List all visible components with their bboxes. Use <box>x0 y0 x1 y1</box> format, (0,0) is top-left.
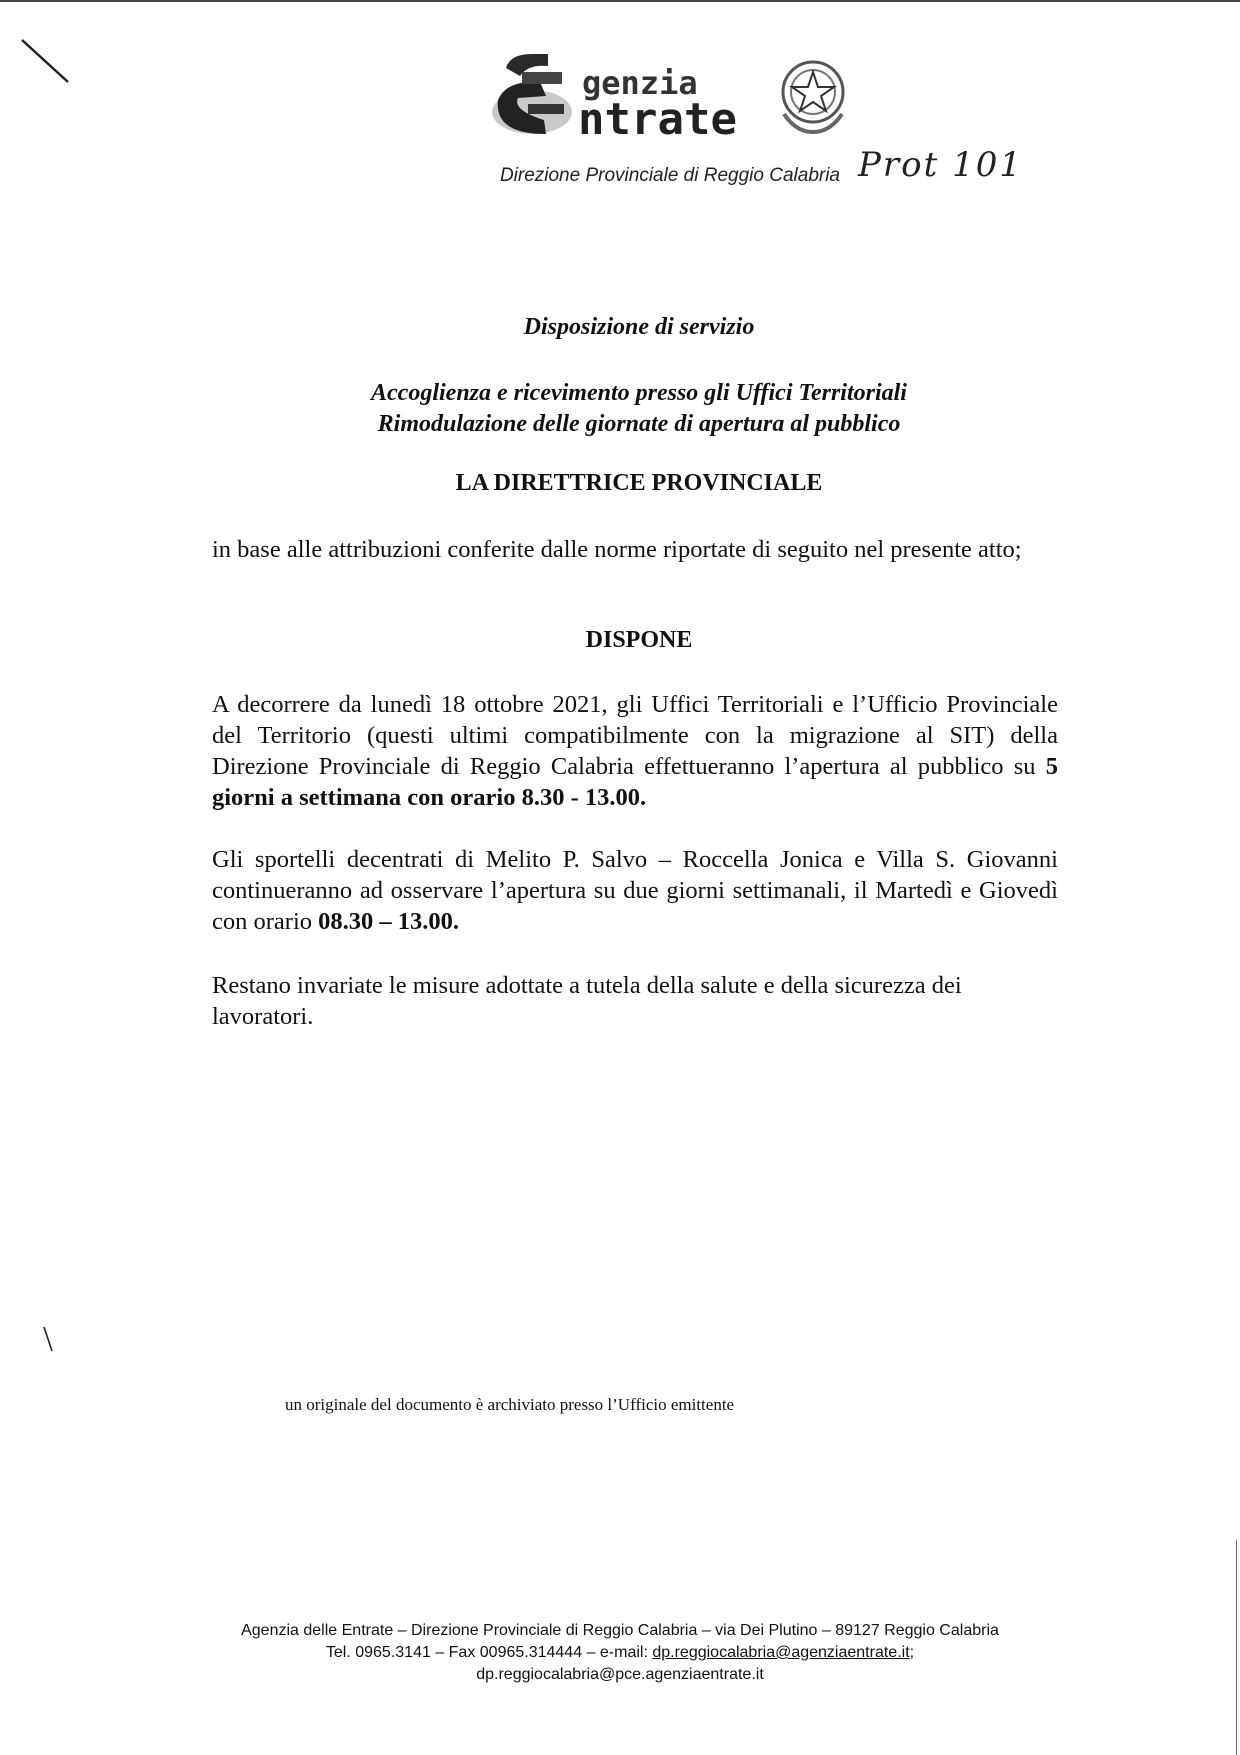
scan-stroke-mark-2 <box>40 1325 60 1355</box>
logo-text-ntrate: ntrate <box>578 94 737 145</box>
archive-note: un originale del documento è archiviato presso l’Ufficio emittente <box>285 1395 735 1414</box>
footer-phone-line <box>150 1642 1090 1664</box>
subtitle-line-2: Rimodulazione delle giornate di apertura al pubblico <box>377 411 901 437</box>
paragraph-2-bold: 08.30 – 13.00. <box>318 908 459 935</box>
paragraph-2-text: Gli sportelli decentrati di Melito P. Salvo – Roccella Jonica e Villa S. Giovanni continueranno ad osservare l’apertura su due giorni settimanali, il Martedì e Giovedì con orario <box>212 846 1058 935</box>
footer-phone-fax: Tel. 0965.3141 – Fax 00965.314444 – e-mail: <box>325 1644 653 1661</box>
paragraph-decentralized-offices <box>212 844 1058 937</box>
subtitle-line-1: Accoglienza e ricevimento presso gli Uffici Territoriali <box>371 380 907 406</box>
paragraph-1-bold: 5 giorni a settimana con orario 8.30 - 13.00. <box>212 753 1058 811</box>
paragraph-1-text: A decorrere da lunedì 18 ottobre 2021, gli Uffici Territoriali e l’Ufficio Provinciale del Territorio (questi ultimi compatibilmente con la migrazione al SIT) della Direzione Provinciale di Reggio Calabria effettueranno l’apertura al pubblico su <box>212 691 1058 780</box>
footer-address: Agenzia delle Entrate – Direzione Provinciale di Reggio Calabria – via Dei Plutino – 89127 Reggio Calabria <box>241 1622 999 1639</box>
scan-stroke-mark <box>18 38 78 88</box>
paragraph-opening-hours <box>212 689 1058 813</box>
footer-email-link[interactable]: dp.reggiocalabria@agenziaentrate.it <box>652 1644 910 1661</box>
direzione-heading: Direzione Provinciale di Reggio Calabria <box>499 165 840 186</box>
logo-text-genzia: genzia <box>582 64 698 102</box>
intro-paragraph: in base alle attribuzioni conferite dalle norme riportate di seguito nel presente atto; <box>212 536 1022 563</box>
footer-pec: dp.reggiocalabria@pce.agenziaentrate.it <box>476 1666 764 1683</box>
document-title: Disposizione di servizio <box>523 314 755 340</box>
scan-right-border <box>1236 1540 1237 1755</box>
paragraph-safety-measures: Restano invariate le misure adottate a tutela della salute e della sicurezza dei lavoratori. <box>212 972 962 1030</box>
authority-heading: LA DIRETTRICE PROVINCIALE <box>455 470 823 496</box>
logo-a-e-mark <box>488 50 588 142</box>
scan-top-border <box>0 0 1240 2</box>
agenzia-entrate-logo <box>488 50 848 145</box>
italian-republic-emblem-icon <box>776 52 850 138</box>
dispone-heading: DISPONE <box>585 627 693 653</box>
footer-contacts <box>150 1620 1090 1686</box>
handwritten-protocol-note: Prot 101 <box>858 145 1023 185</box>
document-subtitle <box>212 378 1066 440</box>
footer-email-suffix: ; <box>909 1644 915 1661</box>
